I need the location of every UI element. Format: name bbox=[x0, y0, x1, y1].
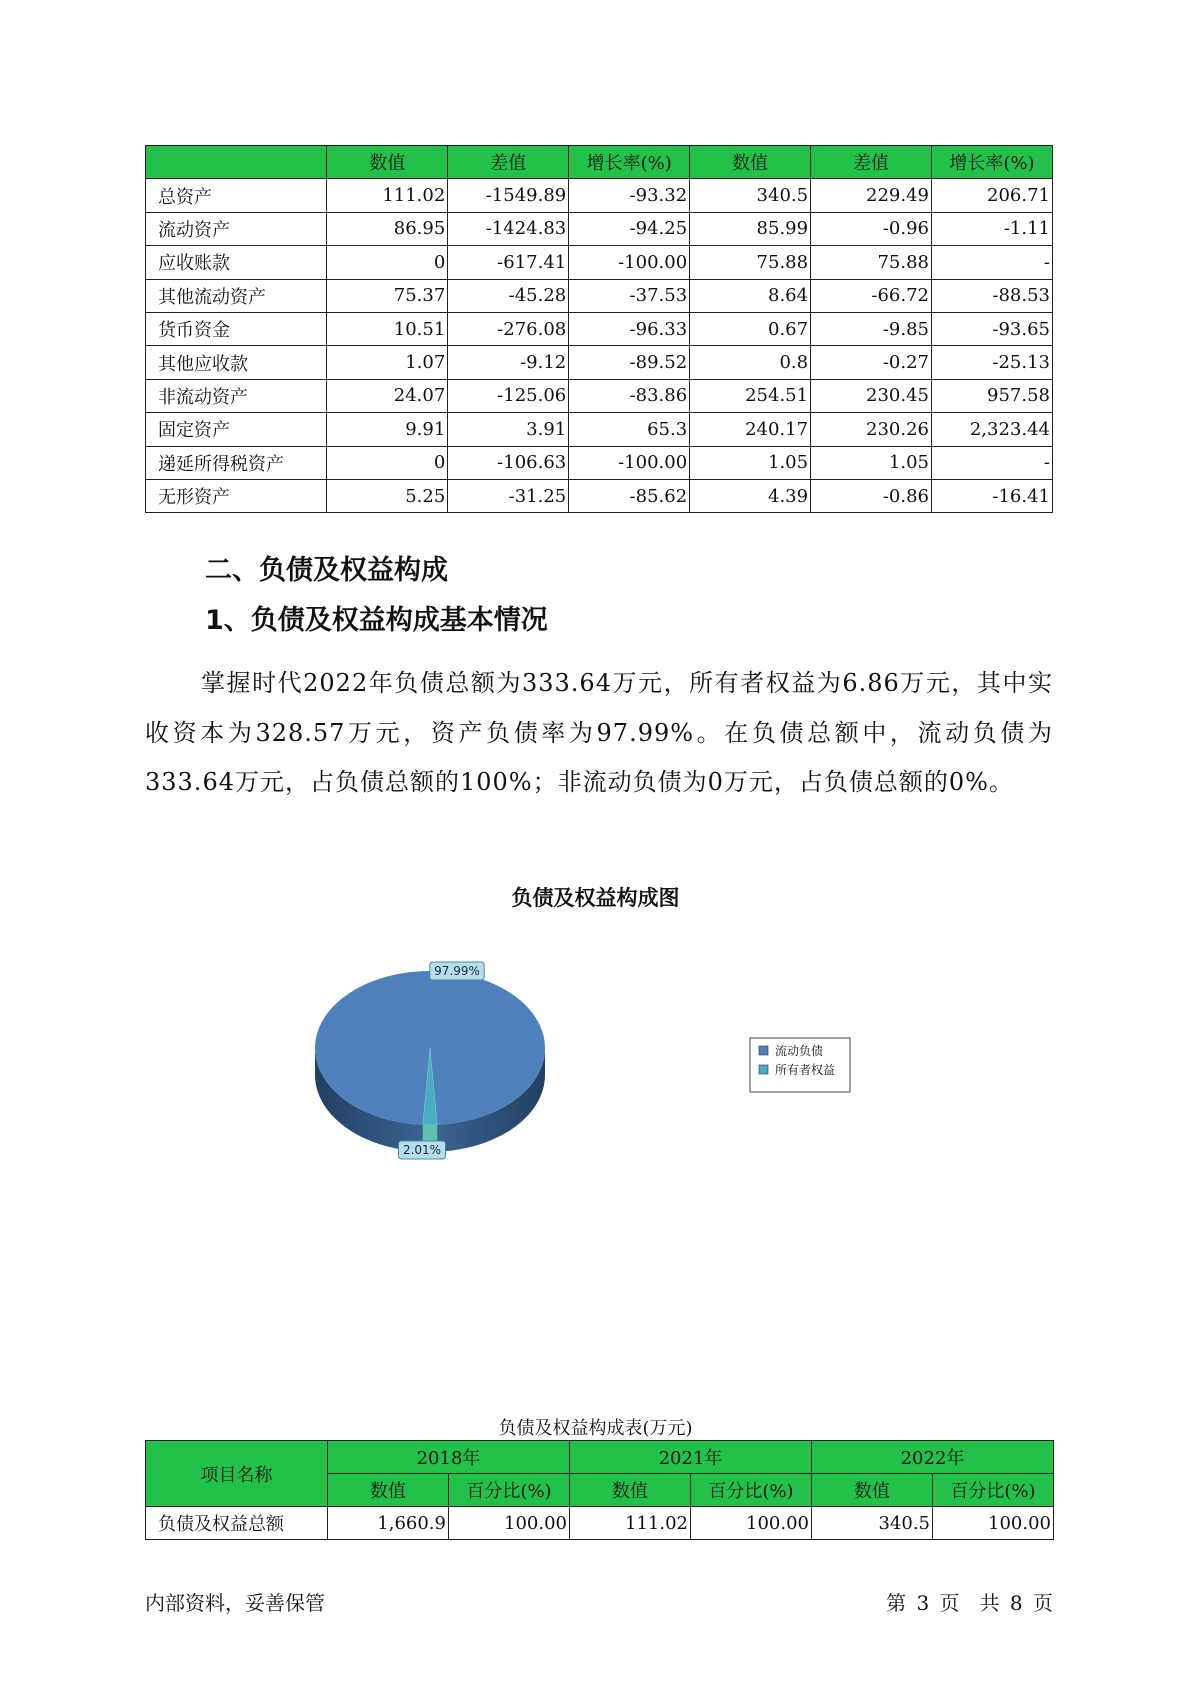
row-label: 递延所得税资产 bbox=[146, 446, 327, 479]
column-header: 增长率(%) bbox=[569, 146, 690, 179]
summary-paragraph: 掌握时代2022年负债总额为333.64万元，所有者权益为6.86万元，其中实收资本为328.57万元，资产负债率为97.99%。在负债总额中，流动负债为333.64万元，占负债总额的100%；非流动负债为0万元，占负债总额的0%。 bbox=[145, 669, 1053, 796]
item-name-header: 项目名称 bbox=[146, 1441, 328, 1507]
percent-header: 百分比(%) bbox=[933, 1474, 1054, 1507]
table-cell: 1.07 bbox=[327, 346, 448, 379]
legend-label: 流动负债 bbox=[775, 1044, 824, 1058]
table-cell: -96.33 bbox=[569, 312, 690, 345]
table-row bbox=[146, 346, 1053, 379]
table-cell: -0.27 bbox=[811, 346, 932, 379]
table-cell: 340.5 bbox=[812, 1507, 933, 1540]
legend-swatch bbox=[759, 1065, 768, 1074]
value-header: 数值 bbox=[570, 1474, 691, 1507]
row-label: 固定资产 bbox=[146, 413, 327, 446]
table-row bbox=[146, 179, 1053, 212]
table-cell: -100.00 bbox=[569, 246, 690, 279]
table-cell: -83.86 bbox=[569, 379, 690, 412]
table-cell: 5.25 bbox=[327, 479, 448, 512]
row-label: 流动资产 bbox=[146, 212, 327, 245]
table-cell: -88.53 bbox=[932, 279, 1053, 312]
table-cell: 86.95 bbox=[327, 212, 448, 245]
section-heading: 二、负债及权益构成 bbox=[205, 555, 448, 586]
table-cell: -617.41 bbox=[448, 246, 569, 279]
year-header: 2018年 bbox=[328, 1441, 570, 1474]
table-cell: 65.3 bbox=[569, 413, 690, 446]
column-header: 数值 bbox=[690, 146, 811, 179]
table-cell: 230.45 bbox=[811, 379, 932, 412]
table-cell: -37.53 bbox=[569, 279, 690, 312]
table-cell: - bbox=[932, 246, 1053, 279]
table-header-row bbox=[146, 146, 1053, 179]
table-cell: 1.05 bbox=[811, 446, 932, 479]
percent-header: 百分比(%) bbox=[691, 1474, 812, 1507]
table-cell: -31.25 bbox=[448, 479, 569, 512]
table-cell: -93.65 bbox=[932, 312, 1053, 345]
table-cell: -1424.83 bbox=[448, 212, 569, 245]
table-row bbox=[146, 1507, 1054, 1540]
data-label: 97.99% bbox=[434, 964, 480, 978]
column-header: 差值 bbox=[811, 146, 932, 179]
table-row bbox=[146, 279, 1053, 312]
row-label: 非流动资产 bbox=[146, 379, 327, 412]
table-cell: 111.02 bbox=[327, 179, 448, 212]
liability-equity-table bbox=[145, 1440, 1054, 1540]
table-cell: 75.88 bbox=[811, 246, 932, 279]
value-header: 数值 bbox=[328, 1474, 449, 1507]
year-header: 2022年 bbox=[812, 1441, 1054, 1474]
chart-legend bbox=[750, 1038, 850, 1092]
table-cell: 4.39 bbox=[690, 479, 811, 512]
table-cell: -25.13 bbox=[932, 346, 1053, 379]
table-cell: -66.72 bbox=[811, 279, 932, 312]
table-cell: 10.51 bbox=[327, 312, 448, 345]
table-caption: 负债及权益构成表(万元) bbox=[498, 1418, 693, 1439]
table-cell: -93.32 bbox=[569, 179, 690, 212]
table-cell: 0.67 bbox=[690, 312, 811, 345]
section-subheading: 1、负债及权益构成基本情况 bbox=[205, 605, 548, 636]
table-cell: 1.05 bbox=[690, 446, 811, 479]
table-cell: -0.96 bbox=[811, 212, 932, 245]
column-header bbox=[146, 146, 327, 179]
table-cell: -9.85 bbox=[811, 312, 932, 345]
row-label: 无形资产 bbox=[146, 479, 327, 512]
column-header: 增长率(%) bbox=[932, 146, 1053, 179]
legend-label: 所有者权益 bbox=[775, 1063, 836, 1077]
table-cell: 24.07 bbox=[327, 379, 448, 412]
row-label: 其他流动资产 bbox=[146, 279, 327, 312]
table-cell: 0.8 bbox=[690, 346, 811, 379]
table-cell: 240.17 bbox=[690, 413, 811, 446]
row-label: 应收账款 bbox=[146, 246, 327, 279]
table-cell: -100.00 bbox=[569, 446, 690, 479]
pie-chart bbox=[0, 900, 1191, 1230]
table-cell: -9.12 bbox=[448, 346, 569, 379]
table-row bbox=[146, 479, 1053, 512]
data-label: 2.01% bbox=[402, 1143, 442, 1157]
table-cell: -276.08 bbox=[448, 312, 569, 345]
table-cell: 254.51 bbox=[690, 379, 811, 412]
table-cell: 100.00 bbox=[691, 1507, 812, 1540]
table-cell: -1549.89 bbox=[448, 179, 569, 212]
column-header: 差值 bbox=[448, 146, 569, 179]
table-row bbox=[146, 379, 1053, 412]
table-cell: 957.58 bbox=[932, 379, 1053, 412]
table-cell: - bbox=[932, 446, 1053, 479]
table-row bbox=[146, 312, 1053, 345]
table-cell: 100.00 bbox=[449, 1507, 570, 1540]
row-label: 总资产 bbox=[146, 179, 327, 212]
table-row bbox=[146, 212, 1053, 245]
row-label: 货币资金 bbox=[146, 312, 327, 345]
row-label: 负债及权益总额 bbox=[146, 1507, 328, 1540]
year-header: 2021年 bbox=[570, 1441, 812, 1474]
value-header: 数值 bbox=[812, 1474, 933, 1507]
percent-header: 百分比(%) bbox=[449, 1474, 570, 1507]
table-row bbox=[146, 446, 1053, 479]
table-cell: -0.86 bbox=[811, 479, 932, 512]
table-cell: 75.88 bbox=[690, 246, 811, 279]
asset-change-table bbox=[145, 145, 1053, 513]
table-cell: 2,323.44 bbox=[932, 413, 1053, 446]
table-cell: -89.52 bbox=[569, 346, 690, 379]
table-cell: 111.02 bbox=[570, 1507, 691, 1540]
table-row bbox=[146, 413, 1053, 446]
table-cell: -125.06 bbox=[448, 379, 569, 412]
table-cell: -16.41 bbox=[932, 479, 1053, 512]
legend-swatch bbox=[759, 1046, 768, 1055]
table-cell: -45.28 bbox=[448, 279, 569, 312]
table-cell: 0 bbox=[327, 446, 448, 479]
footer-note: 内部资料，妥善保管 bbox=[145, 1591, 325, 1615]
table-cell: 1,660.9 bbox=[328, 1507, 449, 1540]
table-cell: 230.26 bbox=[811, 413, 932, 446]
table-cell: -1.11 bbox=[932, 212, 1053, 245]
table-cell: -85.62 bbox=[569, 479, 690, 512]
column-header: 数值 bbox=[327, 146, 448, 179]
table-cell: 206.71 bbox=[932, 179, 1053, 212]
row-label: 其他应收款 bbox=[146, 346, 327, 379]
table-cell: 229.49 bbox=[811, 179, 932, 212]
table-cell: 100.00 bbox=[933, 1507, 1054, 1540]
table-cell: 9.91 bbox=[327, 413, 448, 446]
table-row bbox=[146, 246, 1053, 279]
table-cell: 8.64 bbox=[690, 279, 811, 312]
table-cell: 0 bbox=[327, 246, 448, 279]
table-cell: 340.5 bbox=[690, 179, 811, 212]
table-cell: 85.99 bbox=[690, 212, 811, 245]
table-cell: -94.25 bbox=[569, 212, 690, 245]
page-number: 第 3 页 共 8 页 bbox=[886, 1591, 1053, 1615]
table-cell: 3.91 bbox=[448, 413, 569, 446]
table-cell: 75.37 bbox=[327, 279, 448, 312]
table-cell: -106.63 bbox=[448, 446, 569, 479]
chart-title: 负债及权益构成图 bbox=[511, 886, 680, 910]
